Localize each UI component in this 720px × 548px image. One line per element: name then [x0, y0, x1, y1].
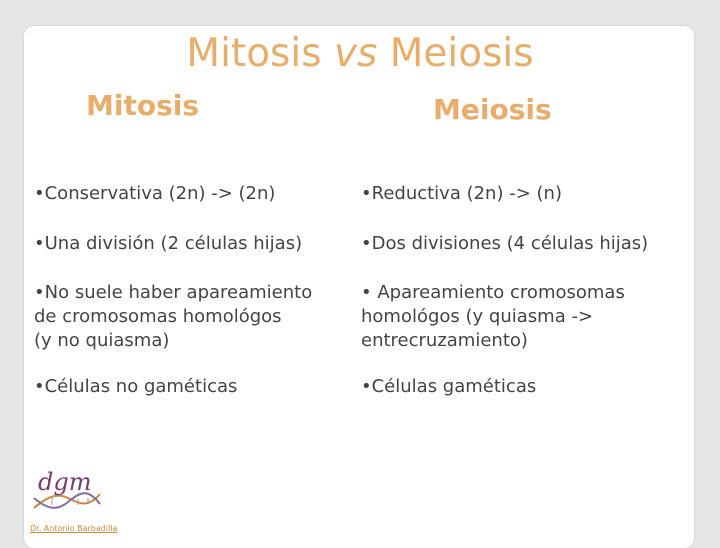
item-line: •Conservativa (2n) -> (2n)	[34, 183, 276, 204]
title-part-mitosis: Mitosis	[186, 31, 334, 76]
meiosis-item-cells	[361, 375, 536, 399]
slide-title	[0, 31, 720, 76]
mitosis-item-conservative	[34, 182, 275, 206]
meiosis-item-reductive	[361, 182, 562, 206]
mitosis-item-divisions	[34, 232, 302, 256]
item-line: •Dos divisiones (4 células hijas)	[361, 233, 649, 254]
title-part-meiosis: Meiosis	[377, 31, 534, 76]
item-line: •Células no gaméticas	[34, 376, 238, 397]
item-line: •Una división (2 células hijas)	[34, 233, 303, 254]
item-line: •Reductiva (2n) -> (n)	[361, 183, 562, 204]
mitosis-item-cells	[34, 375, 237, 399]
logo-text: dgm	[38, 468, 92, 496]
item-line: •No suele haber apareamiento	[34, 282, 313, 303]
item-line: homológos (y quiasma ->	[361, 306, 594, 327]
title-part-vs: vs	[333, 31, 378, 76]
item-line: de cromosomas homológos	[34, 306, 282, 327]
author-credit: Dr. Antonio Barbadilla	[30, 524, 118, 533]
item-line: • Apareamiento cromosomas	[361, 282, 625, 303]
item-line: (y no quiasma)	[34, 330, 170, 351]
meiosis-item-divisions	[361, 232, 648, 256]
dna-helix-logo-icon	[32, 468, 112, 512]
item-line: entrecruzamiento)	[361, 330, 528, 351]
item-line: •Células gaméticas	[361, 376, 537, 397]
meiosis-item-pairing	[361, 281, 625, 353]
mitosis-column-header: Mitosis	[86, 89, 200, 122]
meiosis-column-header: Meiosis	[433, 93, 552, 126]
mitosis-item-pairing	[34, 281, 312, 353]
